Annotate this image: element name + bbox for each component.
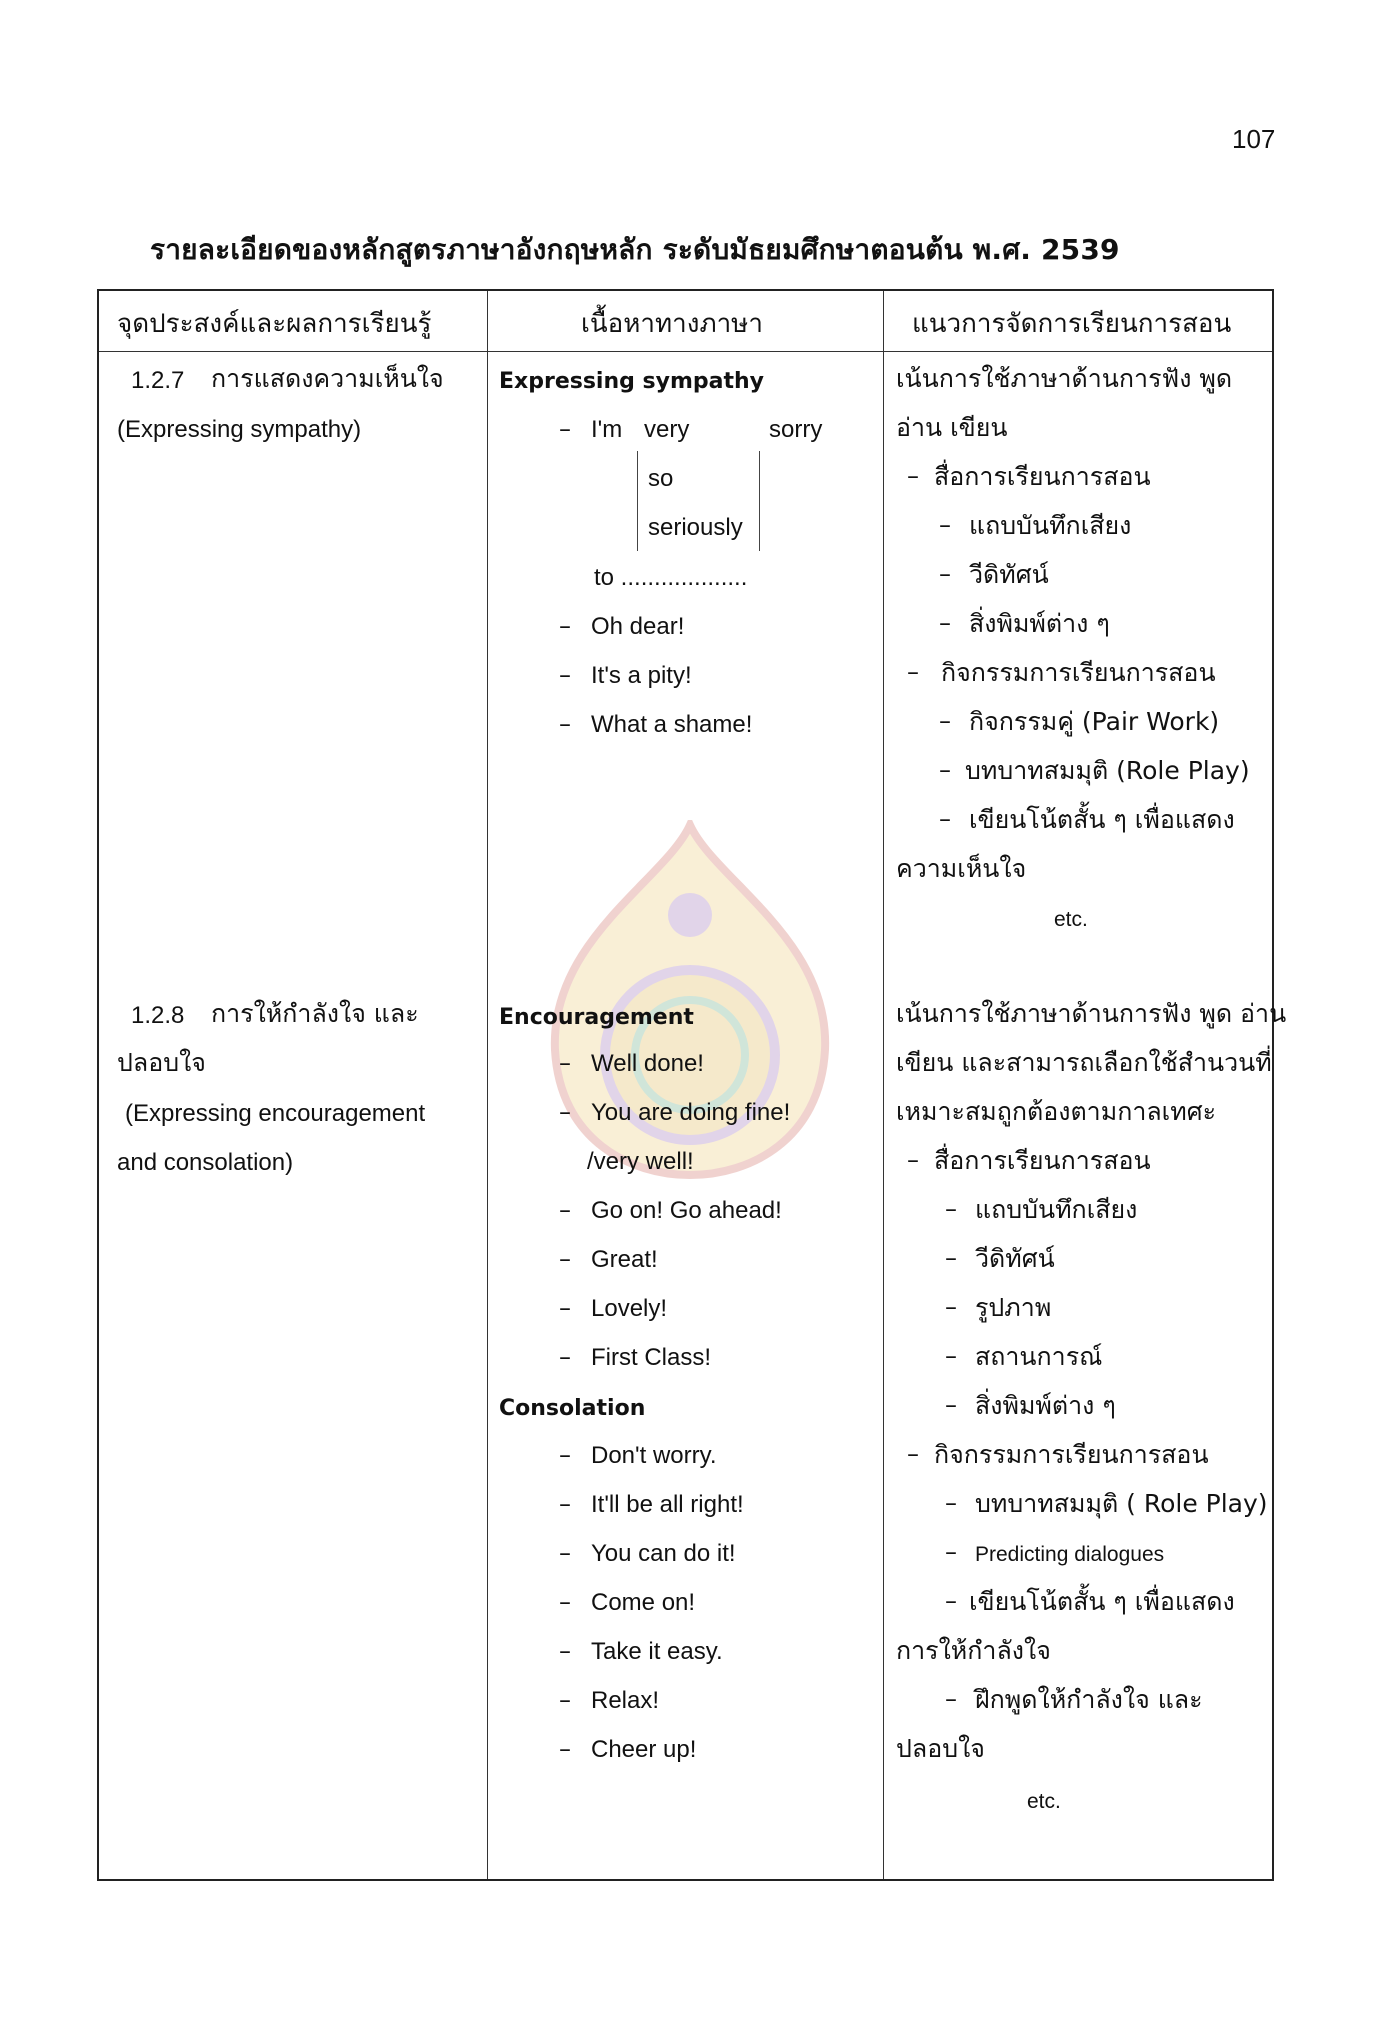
list-dash: – [907,462,919,490]
list-dash: – [559,415,571,443]
list-dash: – [945,1244,957,1272]
approach-text: แถบบันทึกเสียง [969,511,1132,540]
list-dash: – [559,1245,571,1273]
objective-english: (Expressing encouragement [125,1100,426,1127]
list-dash: – [939,609,951,637]
approach-text: บทบาทสมมุติ (Role Play) [965,756,1250,785]
objective-number: 1.2.7 [131,367,185,394]
phrase-text: You can do it! [591,1540,736,1567]
page-number: 107 [1232,124,1276,154]
column-divider [487,291,488,1879]
list-dash: – [945,1685,957,1713]
header-objectives: จุดประสงค์และผลการเรียนรู้ [117,309,432,339]
approach-text: ความเห็นใจ [896,854,1027,883]
list-dash: – [559,1098,571,1126]
list-dash: – [559,1686,571,1714]
list-dash: – [939,805,951,833]
list-dash: – [559,1196,571,1224]
column-divider [883,291,884,1879]
list-dash: – [945,1538,957,1566]
content-heading: Expressing sympathy [499,369,765,394]
list-dash: – [945,1587,957,1615]
phrase-text: seriously [648,514,743,541]
approach-text: สิ่งพิมพ์ต่าง ๆ [975,1391,1116,1420]
list-dash: – [945,1293,957,1321]
phrase-text: Well done! [591,1050,704,1077]
objective-thai: การให้กำลังใจ และ [211,999,419,1028]
phrase-text: Great! [591,1246,658,1273]
approach-text: สถานการณ์ [975,1342,1103,1371]
approach-text: วีดิทัศน์ [975,1244,1055,1273]
approach-text: เน้นการใช้ภาษาด้านการฟัง พูด อ่าน [896,999,1287,1028]
objective-english: (Expressing sympathy) [117,416,362,443]
phrase-text: First Class! [591,1344,711,1371]
list-dash: – [559,1441,571,1469]
approach-text: กิจกรรมการเรียนการสอน [941,658,1216,687]
phrase-text: to ................... [594,564,748,591]
list-dash: – [945,1489,957,1517]
list-dash: – [559,710,571,738]
approach-text: กิจกรรมคู่ (Pair Work) [969,707,1220,736]
phrase-text: sorry [769,416,823,443]
list-dash: – [559,1539,571,1567]
phrase-text: Oh dear! [591,613,685,640]
objective-number: 1.2.8 [131,1002,185,1029]
list-dash: – [939,511,951,539]
approach-text: เน้นการใช้ภาษาด้านการฟัง พูด [896,364,1233,393]
approach-text: เหมาะสมถูกต้องตามกาลเทศะ [896,1097,1217,1126]
list-dash: – [559,1588,571,1616]
phrase-text: so [648,465,674,492]
phrase-text: What a shame! [591,711,753,738]
phrase-text: Relax! [591,1687,660,1714]
approach-text: สิ่งพิมพ์ต่าง ๆ [969,609,1110,638]
approach-text: แถบบันทึกเสียง [975,1195,1138,1224]
header-divider [99,351,1272,352]
objective-thai: ปลอบใจ [117,1048,206,1077]
phrase-text: Come on! [591,1589,696,1616]
content-heading: Encouragement [499,1005,694,1030]
approach-text: ปลอบใจ [896,1734,985,1763]
approach-text: กิจกรรมการเรียนการสอน [934,1440,1209,1469]
objective-thai: การแสดงความเห็นใจ [211,364,444,393]
list-dash: – [559,1735,571,1763]
header-approach: แนวการจัดการเรียนการสอน [912,309,1232,339]
phrase-text: Go on! Go ahead! [591,1197,782,1224]
list-dash: – [945,1391,957,1419]
approach-text: อ่าน เขียน [896,413,1008,442]
list-dash: – [907,1146,919,1174]
header-content: เนื้อหาทางภาษา [581,309,763,339]
list-dash: – [559,661,571,689]
list-dash: – [559,1294,571,1322]
phrase-text: Don't worry. [591,1442,717,1469]
approach-text: บทบาทสมมุติ ( Role Play) [975,1489,1268,1518]
bracket-right [759,451,760,551]
phrase-text: I'm [591,416,623,443]
curriculum-table [97,289,1287,1881]
etc-text: etc. [1027,1790,1061,1813]
approach-text: สื่อการเรียนการสอน [934,1146,1151,1175]
list-dash: – [559,1490,571,1518]
list-dash: – [945,1342,957,1370]
list-dash: – [907,658,919,686]
etc-text: etc. [1054,908,1088,931]
document-title: รายละเอียดของหลักสูตรภาษาอังกฤษหลัก ระดับมัธยมศึกษาตอนต้น พ.ศ. 2539 [150,233,1120,266]
approach-text: สื่อการเรียนการสอน [934,462,1151,491]
content-heading: Consolation [499,1396,646,1421]
approach-text: เขียนโน้ตสั้น ๆ เพื่อแสดง [969,1587,1235,1616]
approach-text: วีดิทัศน์ [969,560,1049,589]
approach-text: Predicting dialogues [975,1543,1165,1566]
list-dash: – [559,612,571,640]
phrase-text: /very well! [587,1148,694,1175]
phrase-text: Take it easy. [591,1638,723,1665]
approach-text: เขียนโน้ตสั้น ๆ เพื่อแสดง [969,805,1235,834]
approach-text: การให้กำลังใจ [896,1636,1051,1665]
bracket-left [637,451,638,551]
phrase-text: It's a pity! [591,662,692,689]
approach-text: เขียน และสามารถเลือกใช้สำนวนที่ [896,1048,1272,1077]
list-dash: – [907,1440,919,1468]
list-dash: – [559,1343,571,1371]
approach-text: รูปภาพ [975,1293,1052,1322]
phrase-text: It'll be all right! [591,1491,744,1518]
phrase-text: You are doing fine! [591,1099,791,1126]
phrase-text: Cheer up! [591,1736,697,1763]
phrase-text: very [644,416,690,443]
list-dash: – [559,1637,571,1665]
list-dash: – [939,756,951,784]
list-dash: – [939,560,951,588]
phrase-text: Lovely! [591,1295,668,1322]
approach-text: ฝึกพูดให้กำลังใจ และ [975,1685,1203,1714]
list-dash: – [559,1049,571,1077]
list-dash: – [939,707,951,735]
objective-english: and consolation) [117,1149,294,1176]
list-dash: – [945,1195,957,1223]
